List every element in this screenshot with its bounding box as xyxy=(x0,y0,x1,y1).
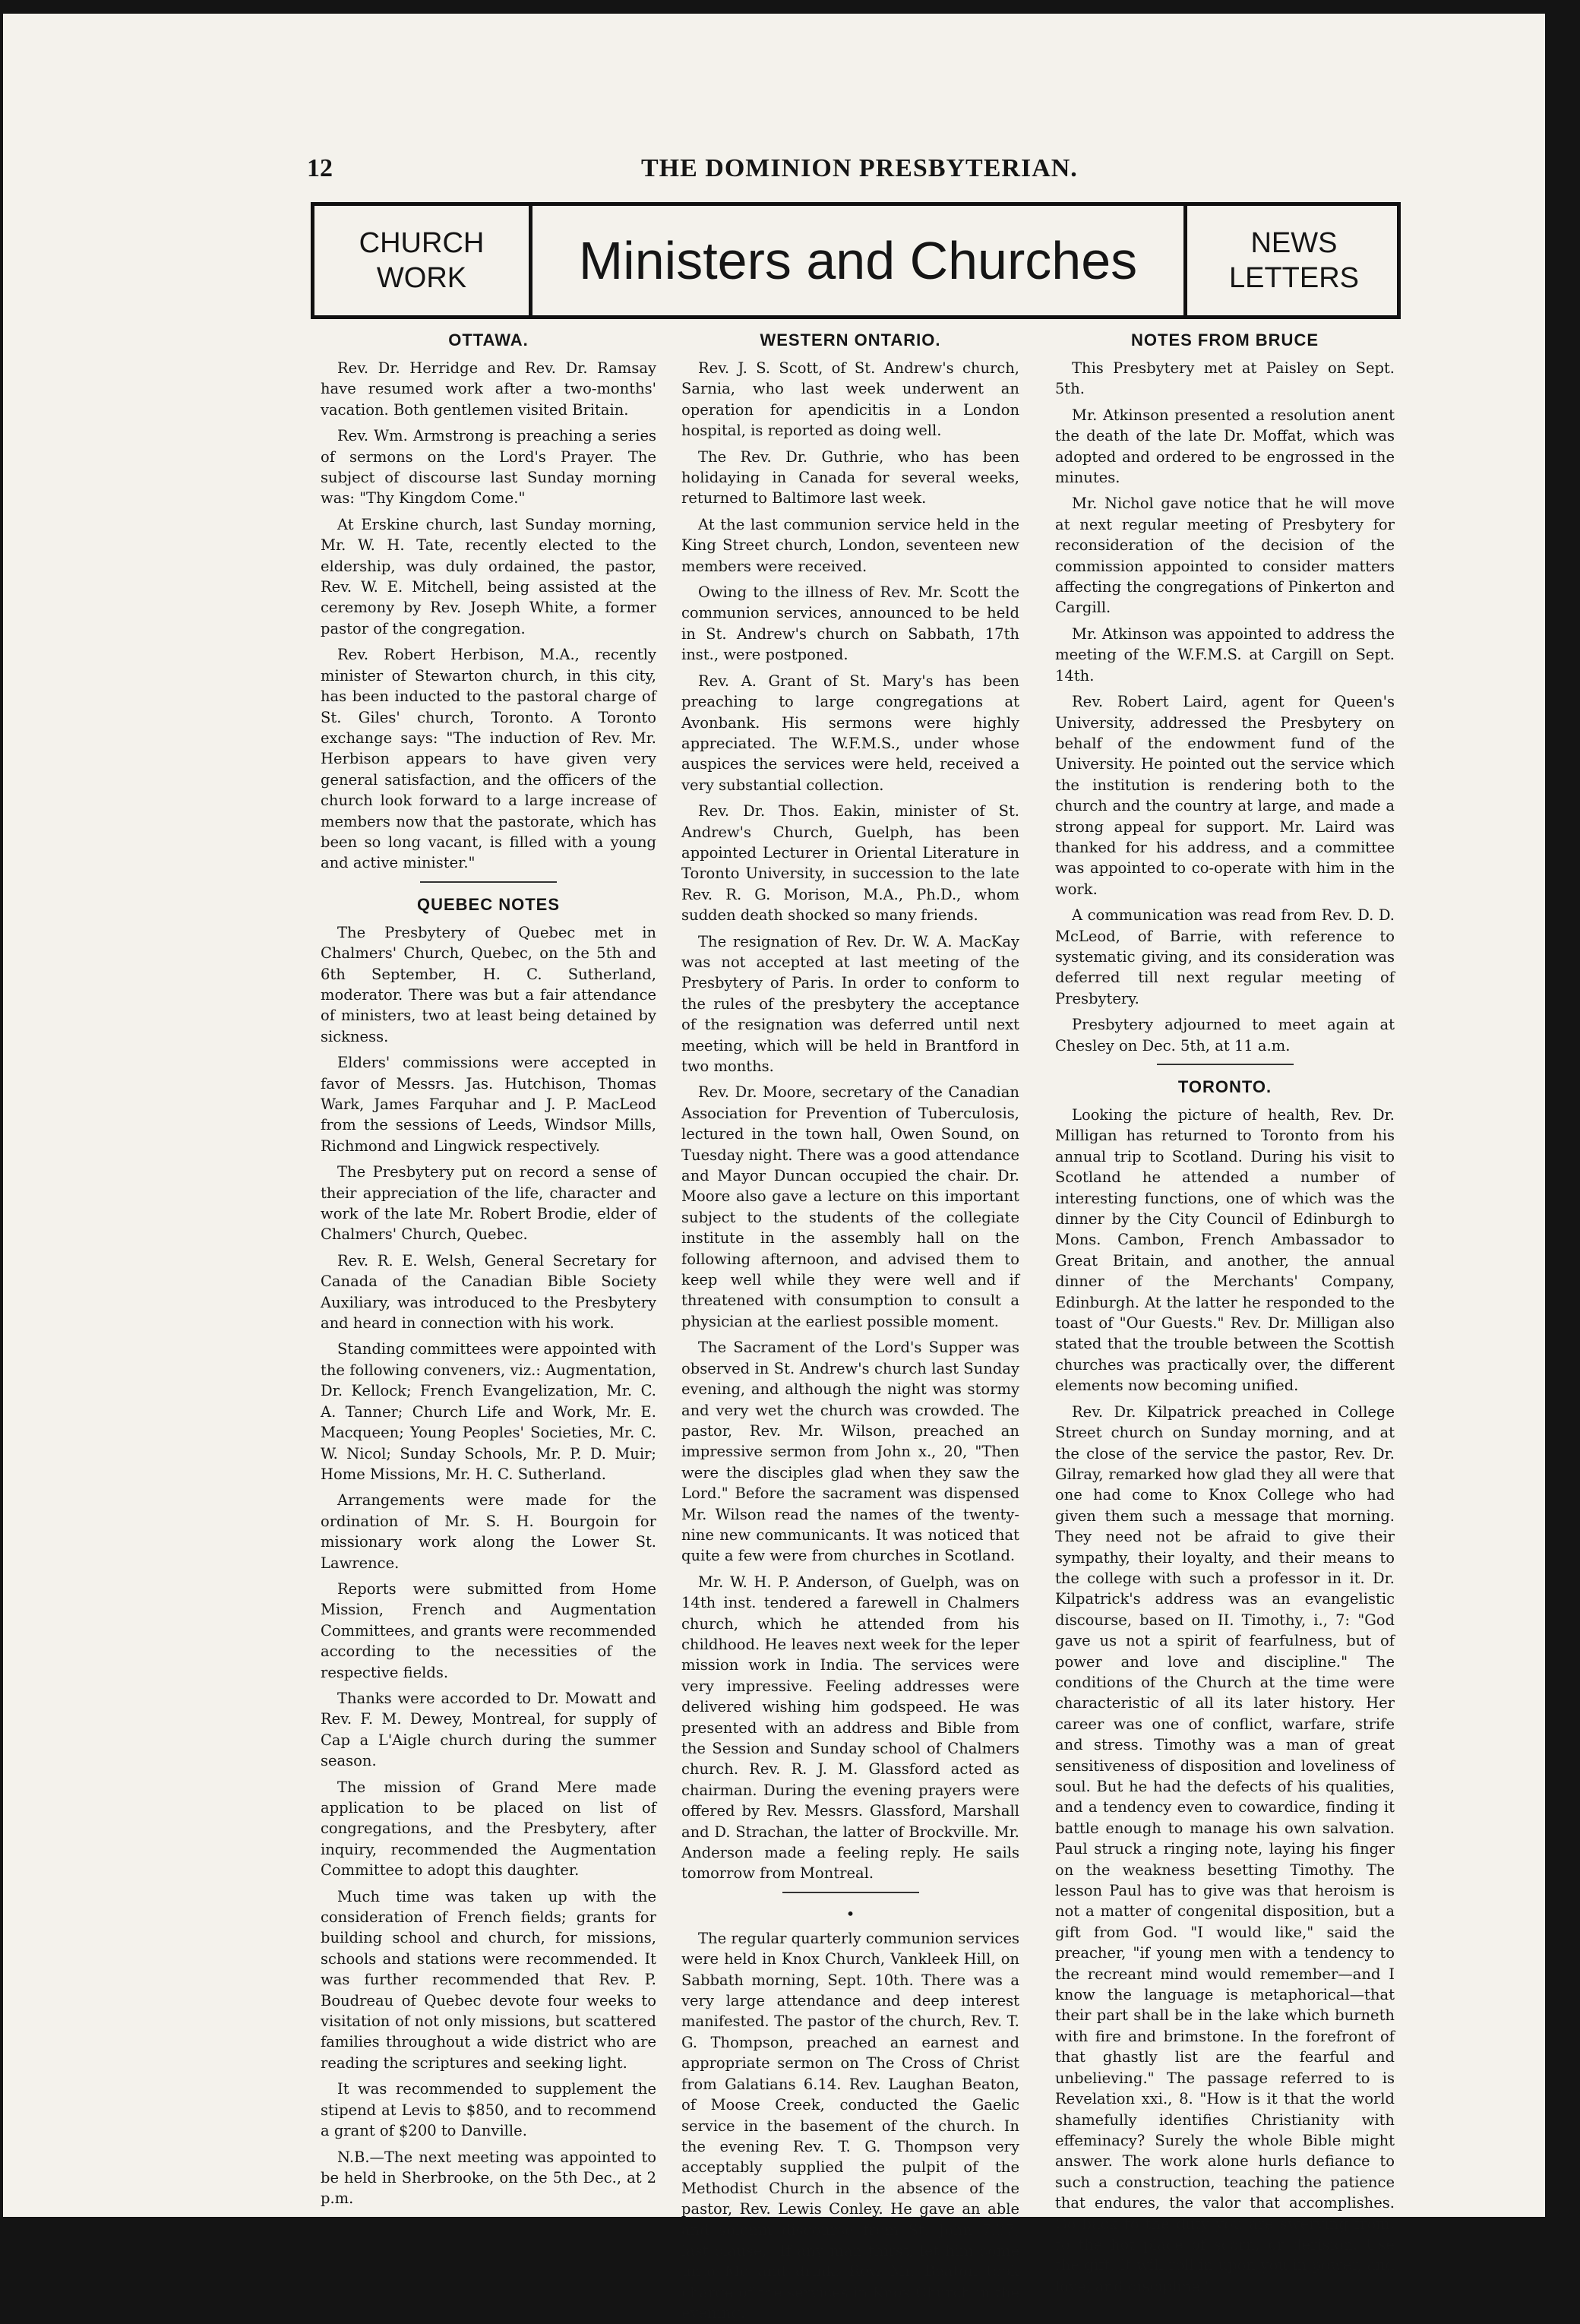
section-divider xyxy=(782,1892,919,1893)
paragraph: The Presbytery put on record a sense of their appreciation of the life, character and work of the late Mr. Robert Brodie, elder of Chalmers' Church, Quebec. xyxy=(321,1163,656,1244)
paragraph: The regular quarterly communion services were held in Knox Church, Vankleek Hill, on Sabbath morning, Sept. 10th. There was a very large attendance and deep interest manifested. The pastor of the church, Rev. T. G. Thompson, preached an earnest and appropriate sermon on The Cross of Christ from Galatians 6.14. Rev. Laughan Beaton, of Moose Creek, conducted the Gaelic service in the basement of the church. In the evening Rev. T. G. Thompson very acceptably supplied the pulpit of the Methodist Church in the absence of the pastor, Rev. Lewis Conley. He gave an able and solemn discourse from St. John 7.37, last clause, "If any man thirst, let him come unto Me and drink. Rev. Mr. Beaton took charge of the services in Knox Church in the evening. xyxy=(681,1929,1019,2322)
running-title: THE DOMINION PRESBYTERIAN. xyxy=(641,154,1078,182)
banner-left-line2: WORK xyxy=(376,262,467,294)
column-3 xyxy=(1055,329,1395,2295)
separator-mark: • xyxy=(845,1904,855,1923)
paragraph: Presbytery adjourned to meet again at Chesley on Dec. 5th, at 11 a.m. xyxy=(1055,1016,1395,1054)
paragraph: Reports were submitted from Home Mission, French and Augmentation Committees, and grants were recommended according to the necessities of the respective fields. xyxy=(321,1579,656,1681)
section-heading-western-ontario: WESTERN ONTARIO. xyxy=(760,330,941,349)
banner-title-box xyxy=(532,206,1183,315)
paragraph: At Erskine church, last Sunday morning, Mr. W. H. Tate, recently elected to the eldership, was duly ordained, the pastor, Rev. W. E. Mitchell, being assisted at the ceremony by Rev. Joseph White, a former pastor of the congregation. xyxy=(321,515,656,637)
paragraph: Elders' commissions were accepted in favor of Messrs. Jas. Hutchison, Thomas Wark, James Farquhar and J. P. MacLeod from the sessions of Leeds, Windsor Mills, Richmond and Lingwick respectively. xyxy=(321,1054,656,1155)
column-1 xyxy=(321,329,656,2208)
newspaper-page xyxy=(3,14,1545,2322)
paragraph: At the last communion service held in the King Street church, London, seventeen new members were received. xyxy=(681,515,1019,575)
banner-right-line1: NEWS xyxy=(1250,227,1338,259)
banner-right-box xyxy=(1183,206,1401,315)
paragraph: Rev. Dr. Herridge and Rev. Dr. Ramsay have resumed work after a two-months' vacation. Both gentlemen visited Britain. xyxy=(321,359,656,419)
page-number: 12 xyxy=(307,154,333,182)
paragraph: A communication was read from Rev. D. D. McLeod, of Barrie, with reference to systematic giving, and its consideration was deferred till next regular meeting of Presbytery. xyxy=(1055,906,1395,1007)
paragraph: Rev. Wm. Armstrong is preaching a series of sermons on the Lord's Prayer. The subject of discourse last Sunday morning was: "Thy Kingdom Come." xyxy=(321,427,656,507)
paragraph: Thanks were accorded to Dr. Mowatt and Rev. F. M. Dewey, Montreal, for supply of Cap a L'Aigle church during the summer season. xyxy=(321,1689,656,1770)
section-banner xyxy=(311,202,1401,319)
paragraph: Owing to the illness of Rev. Mr. Scott the communion services, announced to be held in St. Andrew's church on Sabbath, 17th inst., were postponed. xyxy=(681,583,1019,664)
section-heading-ottawa: OTTAWA. xyxy=(448,330,529,349)
paragraph: Rev. Robert Herbison, M.A., recently minister of Stewarton church, in this city, has been inducted to the pastoral charge of St. Giles' church, Toronto. A Toronto exchange says: "The induction of Rev. Mr. Herbison appears to have given very general satisfaction, and the officers of the church look forward to a large increase of members now that the pastorate, which has been so long vacant, is filled with a young and active minister." xyxy=(321,646,656,872)
page-header xyxy=(3,154,1545,192)
paragraph: It was recommended to supplement the stipend at Levis to $850, and to recommend a grant of $200 to Danville. xyxy=(321,2080,656,2140)
column-2 xyxy=(681,329,1019,2322)
paragraph: Mr. Atkinson was appointed to address the meeting of the W.F.M.S. at Cargill on Sept. 14th. xyxy=(1055,624,1395,685)
section-heading-toronto: TORONTO. xyxy=(1177,1077,1272,1096)
section-divider xyxy=(1157,1064,1294,1065)
paragraph: Rev. J. S. Scott, of St. Andrew's church, Sarnia, who last week underwent an operation for apendicitis in a London hospital, is reported as doing well. xyxy=(681,359,1019,440)
paragraph: Rev. Dr. Kilpatrick preached in College Street church on Sunday morning, and at the close of the service the pastor, Rev. Dr. Gilray, remarked how glad they all were that one had come to Knox College who had given them such a message that morning. They need not be afraid to give their sympathy, their loyalty, and their means to the college with such a professor in it. Dr. Kilpatrick's address was an evangelistic discourse, based on II. Timothy, i., 7: "God gave us not a spirit of fearfulness, but of power and love and discipline." The conditions of the Church at the time were characteristic of all its later history. Her career was one of conflict, warfare, strife and stress. Timothy was a man of great sensitiveness of disposition and loveliness of soul. But he had the defects of his qualities, and a tendency even to cowardice, finding it battle enough to manage his own salvation. Paul struck a ringing note, laying his finger on the weakness besetting Timothy. The lesson Paul has to give was that heroism is not a matter of congenital disposition, but a gift from God. "I would like," said the preacher, "if young men with a tendency to the recreant mind would remember—and I know the language is metaphorical—that their part shall be in the lake which burneth with fire and brimstone. In the forefront of that ghastly list are the fearful and unbelieving." The passage referred to is Revelation xxi., 8. "How is it that the world shamefully identifies Christianity with effeminacy? Surely the whole Bible might answer. The work alone hurls defiance to such a construction, teaching the patience that endures, the valor that accomplishes. Go back to the duty you are swerving from, to the hot place of scorn, or derision. Use the gift. It will roll in upon you in power, and love, and discipline." xyxy=(1055,1402,1395,2295)
paragraph: Rev. Dr. Moore, secretary of the Canadian Association for Prevention of Tuberculosis, lectured in the town hall, Owen Sound, on Tuesday night. There was a good attendance and Mayor Duncan occupied the chair. Dr. Moore also gave a lecture on this important subject to the students of the collegiate institute in the assembly hall on the following afternoon, and advised them to keep well while they were well and if threatened with consumption to consult a physician at the earliest possible moment. xyxy=(681,1083,1019,1330)
banner-right-line2: LETTERS xyxy=(1228,262,1360,294)
banner-left-line1: CHURCH xyxy=(359,227,485,259)
paragraph: Arrangements were made for the ordination of Mr. S. H. Bourgoin for missionary work along the Lower St. Lawrence. xyxy=(321,1491,656,1572)
paragraph: Mr. Atkinson presented a resolution anent the death of the late Dr. Moffat, which was adopted and ordered to be engrossed in the minutes. xyxy=(1055,406,1395,487)
paragraph: This Presbytery met at Paisley on Sept. 5th. xyxy=(1055,359,1395,398)
paragraph: Standing committees were appointed with the following conveners, viz.: Augmentation, Dr. Kellock; French Evangelization, Mr. C. A. Tanner; Church Life and Work, Mr. E. Macqueen; Young Peoples' Societies, Mr. C. W. Nicol; Sunday Schools, Mr. P. D. Muir; Home Missions, Mr. H. C. Sutherland. xyxy=(321,1340,656,1483)
paragraph: The Rev. Dr. Guthrie, who has been holidaying in Canada for several weeks, returned to Baltimore last week. xyxy=(681,447,1019,507)
paragraph: The Sacrament of the Lord's Supper was observed in St. Andrew's church last Sunday evening, and although the night was stormy and very wet the church was crowded. The pastor, Rev. Mr. Wilson, preached an impressive sermon from John x., 20, "Then were the disciples glad when they saw the Lord." Before the sacrament was dispensed Mr. Wilson read the names of the twenty-nine new communicants. It was noticed that quite a few were from churches in Scotland. xyxy=(681,1339,1019,1565)
paragraph: The resignation of Rev. Dr. W. A. MacKay was not accepted at last meeting of the Presbytery of Paris. In order to conform to the rules of the presbytery the acceptance of the resignation was deferred until next meeting, which will be held in Brantford in two months. xyxy=(681,932,1019,1075)
section-heading-bruce: NOTES FROM BRUCE xyxy=(1131,330,1319,349)
paragraph: Mr. Nichol gave notice that he will move at next regular meeting of Presbytery for reconsideration of the decision of the commission appointed to consider matters affecting the congregations of Pinkerton and Cargill. xyxy=(1055,495,1395,617)
paragraph: Rev. Robert Laird, agent for Queen's University, addressed the Presbytery on behalf of the endowment fund of the University. He pointed out the service which the institution is rendering both to the church and the country at large, and made a strong appeal for support. Mr. Laird was thanked for his address, and a committee was appointed to co-operate with him in the work. xyxy=(1055,693,1395,898)
paragraph: Rev. A. Grant of St. Mary's has been preaching to large congregations at Avonbank. His sermons were highly appreciated. The W.F.M.S., under whose auspices the services were held, received a very substantial collection. xyxy=(681,672,1019,794)
banner-left-box xyxy=(314,206,532,315)
paragraph: Rev. R. E. Welsh, General Secretary for Canada of the Canadian Bible Society Auxiliary, was introduced to the Presbytery and heard in connection with his work. xyxy=(321,1251,656,1333)
paragraph: Rev. Dr. Thos. Eakin, minister of St. Andrew's Church, Guelph, has been appointed Lecturer in Oriental Literature in Toronto University, in succession to the late Rev. R. G. Morison, M.A., Ph.D., whom sudden death shocked so many friends. xyxy=(681,802,1019,925)
paragraph: Looking the picture of health, Rev. Dr. Milligan has returned to Toronto from his annual trip to Scotland. During his visit to Scotland he attended a number of interesting functions, one of which was the dinner by the City Council of Edinburgh to Mons. Cambon, French Ambassador to Great Britain, and another, the annual dinner of the Merchants' Company, Edinburgh. At the latter he responded to the toast of "Our Guests." Rev. Dr. Milligan also stated that the trouble between the Scottish churches was practically over, the different elements now becoming unified. xyxy=(1055,1106,1395,1395)
paragraph: The Presbytery of Quebec met in Chalmers' Church, Quebec, on the 5th and 6th September, H. C. Sutherland, moderator. There was but a fair attendance of ministers, two at least being detained by sickness. xyxy=(321,923,656,1045)
banner-title: Ministers and Churches xyxy=(578,231,1138,290)
paragraph: The mission of Grand Mere made application to be placed on list of congregations, and the Presbytery, after inquiry, recommended the Augmentation Committee to adopt this daughter. xyxy=(321,1778,656,1880)
paragraph: Much time was taken up with the consideration of French fields; grants for building school and church, for missions, schools and stations were recommended. It was further recommended that Rev. P. Boudreau of Quebec devote four weeks to visitation of not only missions, but scattered families throughout a wide district who are reading the scriptures and seeking light. xyxy=(321,1887,656,2072)
paragraph: N.B.—The next meeting was appointed to be held in Sherbrooke, on the 5th Dec., at 2 p.m. xyxy=(321,2148,656,2208)
paragraph: Mr. W. H. P. Anderson, of Guelph, was on 14th inst. tendered a farewell in Chalmers church, which he attended from his childhood. He leaves next week for the leper mission work in India. The services were very impressive. Feeling addresses were delivered wishing him godspeed. He was presented with an address and Bible from the Session and Sunday school of Chalmers church. Rev. R. J. M. Glassford acted as chairman. During the evening prayers were offered by Rev. Messrs. Glassford, Marshall and D. Strachan, the latter of Brockville. Mr. Anderson made a feeling reply. He sails tomorrow from Montreal. xyxy=(681,1573,1019,1883)
section-divider xyxy=(420,881,557,883)
section-heading-quebec: QUEBEC NOTES xyxy=(416,894,561,914)
